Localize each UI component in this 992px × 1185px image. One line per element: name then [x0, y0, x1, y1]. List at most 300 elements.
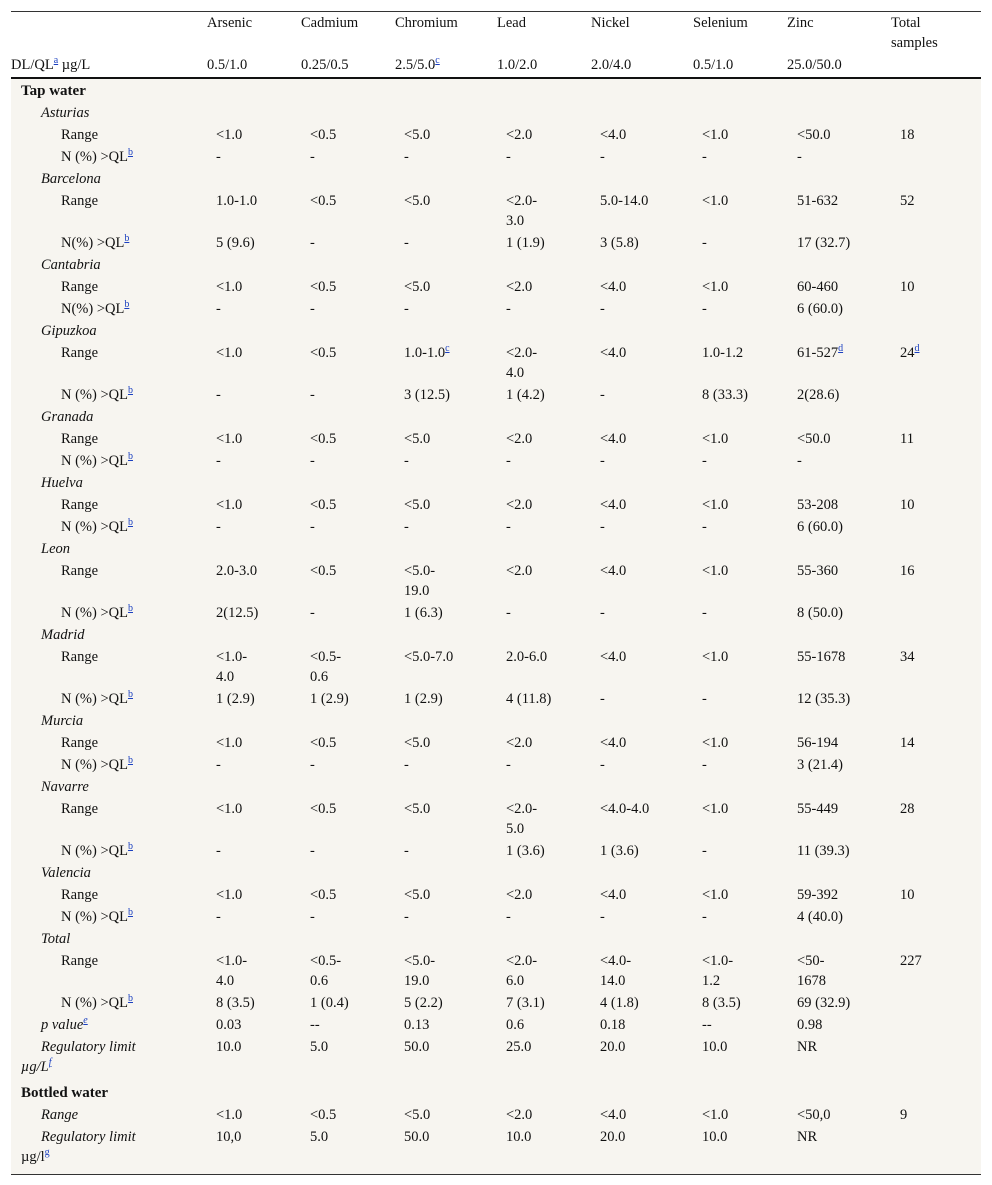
row-label: N (%) $>QL^b$ — [61, 451, 133, 469]
table-cell: - — [404, 757, 409, 773]
table-cell: 2(28.6) — [797, 387, 840, 403]
table-cell: 17 (32.7) — [797, 235, 851, 251]
row-label: N (%) $>QL^b$ — [61, 841, 133, 859]
footnote-b[interactable] — [128, 147, 133, 158]
table-cell: 10.0 — [506, 1129, 532, 1145]
footnote-e[interactable] — [83, 1015, 87, 1026]
footnote-b[interactable] — [128, 841, 133, 852]
table-cell: <4.0-4.0 — [600, 801, 650, 817]
table-cell: - — [506, 149, 511, 165]
table-cell: 59-392 — [797, 887, 839, 903]
table-cell: <2.0 — [506, 887, 533, 903]
table-cell: - — [216, 757, 221, 773]
table-cell: - — [600, 909, 605, 925]
table-cell: 1 (6.3) — [404, 605, 443, 621]
table-cell: 0.03 — [216, 1017, 242, 1033]
table-cell: <2.0 — [506, 735, 533, 751]
table-cell: 20.0 — [600, 1129, 626, 1145]
table-row — [11, 991, 981, 1013]
table-cell: <2.0- 6.0 — [506, 953, 538, 989]
region-name: Valencia — [41, 865, 91, 881]
table-cell: <5.0 — [404, 193, 431, 209]
footnote-b-link[interactable]: b — [127, 755, 133, 767]
table-cell: <4.0- 14.0 — [600, 953, 632, 989]
table-cell: <50.0 — [797, 431, 831, 447]
footnote-b[interactable] — [128, 451, 133, 462]
table-cell: <5.0 — [404, 497, 431, 513]
footnote-b[interactable] — [128, 517, 133, 528]
table-cell: 51-632 — [797, 193, 839, 209]
table-cell: <1.0 — [702, 649, 729, 665]
footnote-a[interactable] — [54, 55, 58, 66]
row-label: Regulatory limit — [41, 1129, 136, 1145]
section-row — [11, 1081, 981, 1103]
table-cell: 10.0 — [702, 1129, 728, 1145]
table-cell: 18 — [900, 127, 915, 143]
row-label: Range — [61, 735, 99, 751]
row-label: N (%) $>QL^b$ — [61, 385, 133, 403]
table-row — [11, 1103, 981, 1125]
table-cell: - — [600, 757, 605, 773]
table-cell: 1.0-1.2 — [702, 345, 744, 361]
footnote-b[interactable] — [128, 689, 133, 700]
footnote-b-link[interactable]: b — [127, 603, 133, 615]
table-cell: <1.0 — [702, 887, 729, 903]
table-cell: - — [310, 453, 315, 469]
table-cell: <0.5 — [310, 279, 337, 295]
table-cell: 1 (2.9) — [216, 691, 255, 707]
dlql-value: 2.5/5.0$^c$ — [395, 55, 440, 73]
region-name: Navarre — [41, 779, 89, 795]
table-cell: 1 (0.4) — [310, 995, 349, 1011]
table-row — [11, 493, 981, 515]
dlql-value: 2.0/4.0 — [591, 57, 632, 73]
footnote-g[interactable] — [45, 1147, 50, 1158]
footnote-b-link[interactable]: b — [124, 233, 130, 245]
table-cell: - — [310, 519, 315, 535]
table-cell: <2.0- 3.0 — [506, 193, 538, 229]
table-cell: - — [600, 453, 605, 469]
row-label: Range — [61, 193, 99, 209]
table-cell: - — [600, 387, 605, 403]
table-row — [11, 515, 981, 537]
table-cell: <2.0 — [506, 431, 533, 447]
region-name: Total — [41, 931, 71, 947]
table-cell: <50,0 — [797, 1107, 831, 1123]
table-cell: 0.18 — [600, 1017, 626, 1033]
footnote-c-link[interactable]: c — [445, 343, 450, 355]
dlql-value: 25.0/50.0 — [787, 57, 842, 73]
table-cell: 69 (32.9) — [797, 995, 851, 1011]
table-cell: 0.6 — [506, 1017, 525, 1033]
region-name: Gipuzkoa — [41, 323, 97, 339]
table-cell: <0.5 — [310, 735, 337, 751]
table-cell: <1.0 — [702, 279, 729, 295]
table-cell: 10.0 — [702, 1039, 728, 1055]
table-cell: 14 — [900, 735, 915, 751]
table-cell: - — [310, 387, 315, 403]
table-cell: 11 (39.3) — [797, 843, 850, 859]
region-row — [11, 537, 981, 559]
table-cell: <1.0 — [216, 279, 243, 295]
region-name: Leon — [41, 541, 70, 557]
row-label: Range — [61, 279, 99, 295]
table-cell: - — [216, 843, 221, 859]
table-cell: 1 (3.6) — [506, 843, 545, 859]
table-row — [11, 427, 981, 449]
row-label: Range — [41, 1107, 79, 1123]
row-label: $N(\%) >QL^b$ — [61, 233, 130, 251]
footnote-b[interactable] — [124, 233, 129, 244]
region-name: Huelva — [41, 475, 83, 491]
column-header-zinc: Zinc — [787, 15, 814, 31]
row-label: N (%) $>QL^b$ — [61, 689, 133, 707]
table-cell: - — [702, 235, 707, 251]
footnote-a-link[interactable]: a — [53, 55, 59, 67]
table-cell: 8 (3.5) — [702, 995, 741, 1011]
dlql-value: 0.5/1.0 — [207, 57, 248, 73]
table-row — [11, 797, 981, 839]
table-cell: - — [310, 149, 315, 165]
footnote-b-link[interactable]: b — [127, 841, 133, 853]
table-cell: - — [702, 843, 707, 859]
table-cell: <2.0- 5.0 — [506, 801, 538, 837]
column-header-nickel: Nickel — [591, 15, 630, 31]
table-cell: - — [702, 757, 707, 773]
footnote-b-link[interactable]: b — [127, 907, 133, 919]
table-cell: <1.0 — [216, 127, 243, 143]
table-cell: <0.5 — [310, 345, 337, 361]
table-cell: - — [404, 453, 409, 469]
table-cell: - — [310, 843, 315, 859]
table-row — [11, 601, 981, 623]
table-cell: <2.0 — [506, 1107, 533, 1123]
table-cell: 20.0 — [600, 1039, 626, 1055]
footnote-b-link[interactable]: b — [127, 385, 133, 397]
table-cell: 3 (12.5) — [404, 387, 450, 403]
table-cell: <1.0 — [216, 735, 243, 751]
region-row — [11, 775, 981, 797]
table-cell: 8 (3.5) — [216, 995, 255, 1011]
footnote-b-link[interactable]: b — [127, 517, 133, 529]
table-cell: - — [310, 301, 315, 317]
table-cell: - — [702, 519, 707, 535]
table-cell: <5.0- 19.0 — [404, 953, 436, 989]
table-cell: <0.5- 0.6 — [310, 953, 342, 989]
table-cell: - — [600, 691, 605, 707]
footnote-b[interactable] — [128, 385, 133, 396]
table-row — [11, 883, 981, 905]
row-label: $N(\%) >QL^b$ — [61, 299, 130, 317]
table-cell: <50.0 — [797, 127, 831, 143]
footnote-d-link[interactable]: d — [914, 343, 920, 355]
table-cell: <0.5 — [310, 1107, 337, 1123]
table-cell: 3 (21.4) — [797, 757, 843, 773]
table-cell: <4.0 — [600, 431, 627, 447]
footnote-f[interactable] — [49, 1057, 52, 1068]
region-row — [11, 623, 981, 645]
table-cell: 0.98 — [797, 1017, 823, 1033]
table-cell: <1.0 — [216, 887, 243, 903]
table-cell: - — [506, 757, 511, 773]
table-cell: 16 — [900, 563, 915, 579]
region-row — [11, 253, 981, 275]
table-cell: 25.0 — [506, 1039, 532, 1055]
table-cell: - — [216, 519, 221, 535]
table-cell: 28 — [900, 801, 915, 817]
table-cell: - — [702, 909, 707, 925]
table-cell: <0.5 — [310, 563, 337, 579]
region-name: Asturias — [41, 105, 90, 121]
table-cell: <1.0 — [702, 193, 729, 209]
table-cell: <0.5 — [310, 127, 337, 143]
table-cell: 5.0-14.0 — [600, 193, 649, 209]
table-row — [11, 559, 981, 601]
table-cell: <1.0 — [702, 1107, 729, 1123]
row-label: Range — [61, 497, 99, 513]
footnote-b[interactable] — [128, 907, 133, 918]
table-cell: 5.0 — [310, 1039, 329, 1055]
table-cell: NR — [797, 1039, 818, 1055]
region-name: Madrid — [41, 627, 85, 643]
table-cell: - — [404, 519, 409, 535]
table-cell: 55-360 — [797, 563, 839, 579]
table-cell: <0.5 — [310, 887, 337, 903]
footnote-b[interactable] — [124, 299, 129, 310]
table-row — [11, 189, 981, 231]
table-cell: 6 (60.0) — [797, 301, 843, 317]
table-row — [11, 1013, 981, 1035]
table-cell: 9 — [900, 1107, 908, 1123]
footnote-b-link[interactable]: b — [127, 993, 133, 1005]
table-cell: 10 — [900, 497, 915, 513]
table-cell: 1 (2.9) — [404, 691, 443, 707]
table-cell: <4.0 — [600, 279, 627, 295]
table-cell: - — [216, 301, 221, 317]
table-cell: - — [310, 605, 315, 621]
table-cell: - — [600, 149, 605, 165]
footnote-d-link[interactable]: d — [838, 343, 844, 355]
table-cell: - — [216, 149, 221, 165]
table-cell: 10.0 — [216, 1039, 242, 1055]
footnote-f-link[interactable]: f — [48, 1057, 52, 1069]
table-cell: <1.0 — [702, 735, 729, 751]
row-label: Range — [61, 649, 99, 665]
section-row — [11, 79, 981, 101]
table-cell: <50- 1678 — [797, 953, 826, 989]
table-row — [11, 231, 981, 253]
table-row — [11, 753, 981, 775]
table-row — [11, 949, 981, 991]
table-cell: - — [404, 301, 409, 317]
table-cell: 56-194 — [797, 735, 839, 751]
table-cell: <4.0 — [600, 127, 627, 143]
table-cell: <2.0 — [506, 127, 533, 143]
column-header-cadmium: Cadmium — [301, 15, 359, 31]
table-cell: <1.0 — [216, 1107, 243, 1123]
region-row — [11, 101, 981, 123]
footnote-b-link[interactable]: b — [124, 299, 130, 311]
table-cell: - — [702, 691, 707, 707]
footnote-b[interactable] — [128, 603, 133, 614]
table-cell: 2(12.5) — [216, 605, 259, 621]
region-row — [11, 471, 981, 493]
table-row — [11, 275, 981, 297]
table-row — [11, 341, 981, 383]
table-cell: <1.0 — [216, 431, 243, 447]
table-cell: - — [600, 605, 605, 621]
column-header-arsenic: Arsenic — [207, 15, 253, 31]
row-label: Range — [61, 953, 99, 969]
table-cell: - — [310, 909, 315, 925]
table-header — [11, 12, 981, 79]
table-cell: <2.0- 4.0 — [506, 345, 538, 381]
table-cell: <0.5 — [310, 497, 337, 513]
table-cell: 8 (50.0) — [797, 605, 843, 621]
table-cell: 50.0 — [404, 1039, 430, 1055]
row-label: Regulatory limit — [41, 1039, 136, 1055]
footnote-d[interactable] — [838, 343, 843, 354]
column-header-chromium: Chromium — [395, 15, 458, 31]
table-cell: 5 (9.6) — [216, 235, 255, 251]
table-cell: <5.0 — [404, 801, 431, 817]
table-body — [11, 79, 981, 1167]
row-label: Range — [61, 887, 99, 903]
section-title: Bottled water — [21, 1085, 109, 1101]
table-cell: 7 (3.1) — [506, 995, 545, 1011]
table-cell: <2.0 — [506, 279, 533, 295]
footnote-b[interactable] — [128, 755, 133, 766]
footnote-c-link[interactable]: c — [435, 55, 440, 67]
table-cell: <5.0 — [404, 887, 431, 903]
table-cell: - — [600, 519, 605, 535]
table-cell: <0.5 — [310, 801, 337, 817]
table-row — [11, 687, 981, 709]
table-cell: 227 — [900, 953, 922, 969]
table-cell: - — [506, 453, 511, 469]
table-cell: 3 (5.8) — [600, 235, 639, 251]
region-name: Murcia — [41, 713, 84, 729]
table-cell: 50.0 — [404, 1129, 430, 1145]
table-cell: 1 (2.9) — [310, 691, 349, 707]
table-cell: 1.0-1.0 — [216, 193, 258, 209]
table-cell: - — [310, 757, 315, 773]
table-cell: <5.0 — [404, 1107, 431, 1123]
table-cell: <5.0- 19.0 — [404, 563, 436, 599]
table-cell: 2.0-3.0 — [216, 563, 258, 579]
table-cell: 10 — [900, 279, 915, 295]
table-cell: -- — [702, 1017, 712, 1033]
region-row — [11, 927, 981, 949]
row-label: Range — [61, 345, 99, 361]
section-title: Tap water — [21, 83, 86, 99]
table-cell: <1.0 — [702, 431, 729, 447]
table-cell: <4.0 — [600, 887, 627, 903]
footnote-g-link[interactable]: g — [44, 1147, 50, 1159]
region-name: Cantabria — [41, 257, 101, 273]
table-cell: 0.13 — [404, 1017, 430, 1033]
table-cell: 5 (2.2) — [404, 995, 443, 1011]
table-cell: <2.0 — [506, 563, 533, 579]
table-cell: <4.0 — [600, 497, 627, 513]
footnote-b-link[interactable]: b — [127, 689, 133, 701]
dlql-value: 1.0/2.0 — [497, 57, 538, 73]
table-cell: - — [506, 301, 511, 317]
regulatory-unit: $\mu g/l^g$ — [21, 1147, 50, 1165]
table-cell: <4.0 — [600, 735, 627, 751]
table-cell: - — [404, 843, 409, 859]
metals-table — [11, 11, 981, 1175]
footnote-c[interactable] — [445, 343, 449, 354]
table-cell: 52 — [900, 193, 915, 209]
table-row — [11, 383, 981, 405]
footnote-b[interactable] — [128, 993, 133, 1004]
table-cell: <1.0- 1.2 — [702, 953, 734, 989]
table-cell: - — [600, 301, 605, 317]
table-cell: 1 (1.9) — [506, 235, 545, 251]
table-cell: 5.0 — [310, 1129, 329, 1145]
table-cell: <4.0 — [600, 649, 627, 665]
table-cell: <4.0 — [600, 1107, 627, 1123]
table-cell: <5.0 — [404, 127, 431, 143]
table-cell: 4 (40.0) — [797, 909, 843, 925]
table-cell: - — [797, 453, 802, 469]
row-label: Range — [61, 563, 99, 579]
row-label: N (%) $>QL^b$ — [61, 755, 133, 773]
footnote-e-link[interactable]: e — [83, 1015, 88, 1027]
row-label: N (%) $>QL^b$ — [61, 517, 133, 535]
row-label: N (%) $>QL^b$ — [61, 603, 133, 621]
footnote-b-link[interactable]: b — [127, 451, 133, 463]
table-cell: <1.0- 4.0 — [216, 953, 248, 989]
table-cell: -- — [310, 1017, 320, 1033]
table-cell: 24$^d$ — [900, 343, 920, 361]
region-row — [11, 319, 981, 341]
table-cell: NR — [797, 1129, 818, 1145]
row-label: N (%) $>QL^b$ — [61, 993, 133, 1011]
row-label: Range — [61, 431, 99, 447]
table-cell: 10,0 — [216, 1129, 242, 1145]
table-cell: 8 (33.3) — [702, 387, 748, 403]
table-cell: - — [506, 519, 511, 535]
table-cell: 12 (35.3) — [797, 691, 851, 707]
table-row — [11, 1035, 981, 1077]
region-name: Barcelona — [41, 171, 101, 187]
table-cell: 53-208 — [797, 497, 839, 513]
table-cell: <1.0 — [216, 345, 243, 361]
region-name: Granada — [41, 409, 94, 425]
table-cell: <2.0 — [506, 497, 533, 513]
row-label: N (%) $>QL^b$ — [61, 907, 133, 925]
dlql-value: 0.5/1.0 — [693, 57, 734, 73]
footnote-c[interactable] — [435, 55, 439, 66]
table-cell: 55-449 — [797, 801, 839, 817]
footnote-d[interactable] — [915, 343, 920, 354]
table-row — [11, 297, 981, 319]
table-cell: 10 — [900, 887, 915, 903]
table-cell: - — [310, 235, 315, 251]
table-cell: - — [404, 909, 409, 925]
table-row — [11, 905, 981, 927]
table-cell: - — [702, 149, 707, 165]
table-row — [11, 1125, 981, 1167]
table-cell: <5.0 — [404, 431, 431, 447]
table-cell: 1 (3.6) — [600, 843, 639, 859]
footnote-b-link[interactable]: b — [127, 147, 133, 159]
table-cell: 34 — [900, 649, 915, 665]
table-cell: 6 (60.0) — [797, 519, 843, 535]
column-header-lead: Lead — [497, 15, 526, 31]
